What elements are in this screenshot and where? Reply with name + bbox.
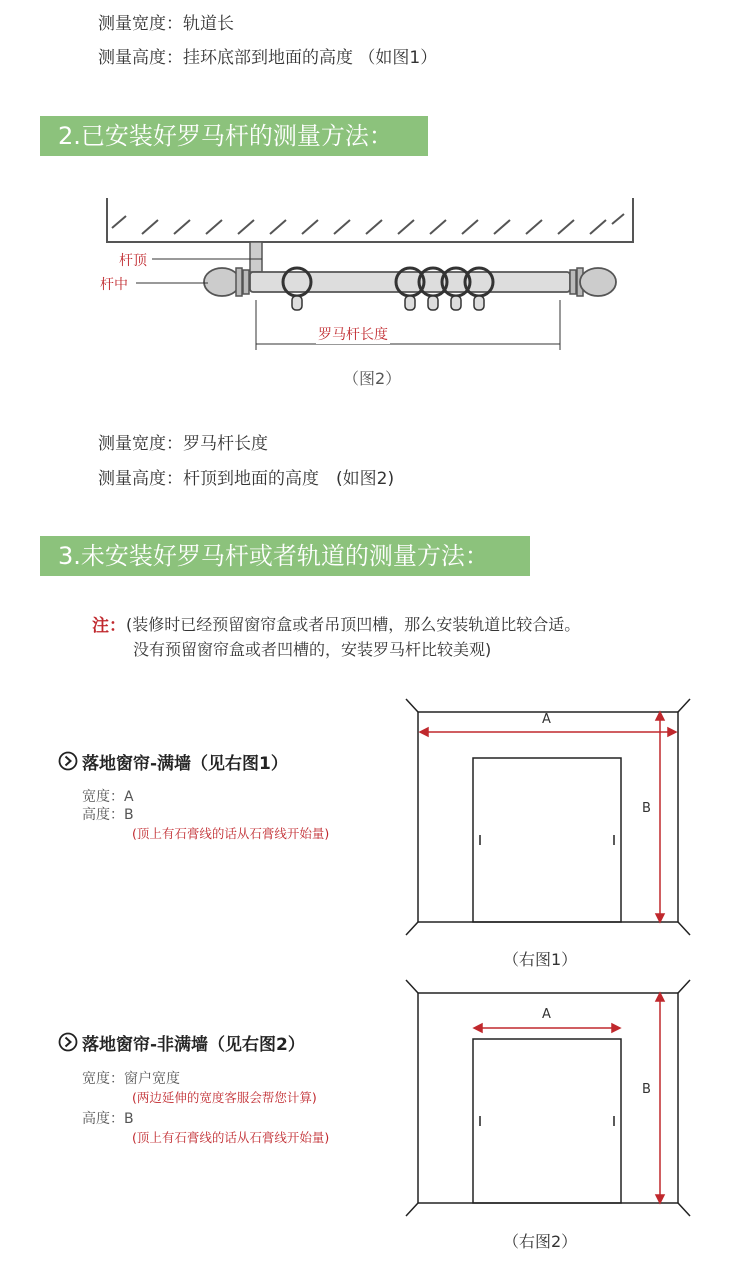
case2-dim-b: B	[642, 1082, 651, 1097]
ceiling-hatch	[107, 198, 633, 242]
case2-title: 落地窗帘-非满墙（见右图2）	[82, 1035, 305, 1055]
arrow-circle-icon	[58, 751, 78, 771]
case1-height: 高度：B	[82, 807, 134, 823]
case2-height: 高度：B	[82, 1111, 134, 1127]
case2-width-note: (两边延伸的宽度客服会帮您计算)	[132, 1090, 317, 1105]
top-height-line: 测量高度：挂环底部到地面的高度 （如图1）	[98, 48, 438, 68]
note-line-1: (装修时已经预留窗帘盒或者吊顶凹槽，那么安装轨道比较合适。	[126, 615, 581, 634]
left-finial	[204, 268, 249, 296]
case1-caption: （右图1）	[503, 950, 578, 969]
case1-title: 落地窗帘-满墙（见右图1）	[82, 754, 288, 774]
right-finial	[570, 268, 616, 296]
case1-dim-b: B	[642, 801, 651, 816]
note-line-2: 没有预留窗帘盒或者凹槽的，安装罗马杆比较美观)	[133, 640, 492, 659]
top-width-line: 测量宽度：轨道长	[98, 14, 234, 34]
rod-middle-label: 杆中	[100, 277, 128, 293]
case2-window	[473, 1039, 621, 1203]
rod-length-label: 罗马杆长度	[316, 324, 390, 344]
figure2-caption: （图2）	[343, 369, 402, 388]
case1-height-arrow	[656, 712, 664, 922]
case2-width-arrow	[474, 1024, 620, 1032]
section3-banner: 3.未安装好罗马杆或者轨道的测量方法：	[40, 536, 530, 576]
case1-dim-a: A	[542, 712, 551, 727]
section2-banner: 2.已安装好罗马杆的测量方法：	[40, 116, 428, 156]
case1-window	[473, 758, 621, 922]
case2-width: 宽度：窗户宽度	[82, 1071, 180, 1087]
rod-bar	[250, 272, 570, 292]
case1-diagram	[400, 695, 695, 940]
case2-height-arrow	[656, 993, 664, 1203]
case2-caption: （右图2）	[503, 1232, 578, 1251]
arrow-circle-icon	[58, 1032, 78, 1052]
section2-width-line: 测量宽度：罗马杆长度	[98, 434, 268, 454]
rod-top-label: 杆顶	[119, 253, 147, 269]
ring-clips	[292, 296, 484, 310]
case2-height-note: (顶上有石膏线的话从石膏线开始量)	[132, 1130, 330, 1145]
section2-height-line: 测量高度：杆顶到地面的高度 (如图2)	[98, 469, 395, 489]
note-label: 注：	[92, 616, 126, 636]
case2-dim-a: A	[542, 1007, 551, 1022]
case1-width: 宽度：A	[82, 789, 134, 805]
case1-height-note: (顶上有石膏线的话从石膏线开始量)	[132, 826, 330, 841]
case1-width-arrow	[420, 728, 676, 736]
